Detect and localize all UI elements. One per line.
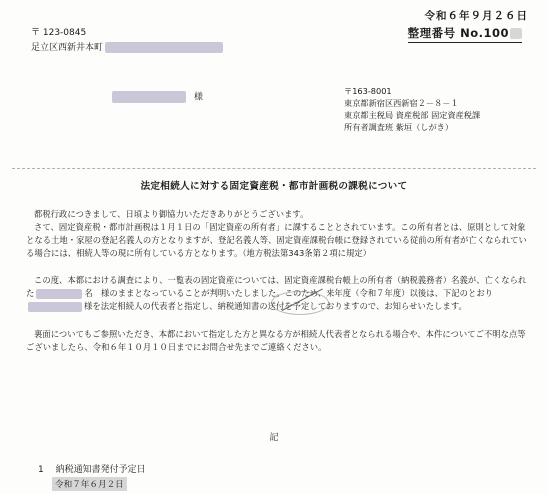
redacted-deceased-name xyxy=(36,289,82,299)
recipient-address xyxy=(31,42,223,54)
sender-address: 東京都新宿区西新宿２－８－１ xyxy=(344,98,459,108)
redacted-heir-name xyxy=(28,302,82,312)
sender-postal-code: 〒163-8001 xyxy=(344,86,392,96)
investigation-text-1: この度、本都における調査により、一覧表の固定資産については、固定資産課税台帳上の所有者（納税義務者）名義が、亡くなられた xyxy=(26,275,527,299)
paragraph-inquiry: 裏面についてもご参照いただき、本都において指定した方と異なる方が相続人代表者となられる場合や、本件についてご不明な点等ございましたら、令和６年１０月１０日までにお問合せ先までご連絡ください。 xyxy=(26,329,526,353)
sender-office: 東京都主税局 資産税部 固定資産税課 xyxy=(344,110,481,120)
sender-staff: 所有者調査班 紫垣（しがき） xyxy=(344,122,454,132)
item-1-value: 令和７年６月２日 xyxy=(52,477,127,491)
investigation-text-2: 名 様のままとなっていることが判明いたしました。このため、来年度（令和７年度）以後は、下記のとおり xyxy=(84,288,494,299)
paragraph-greeting-text: 都税行政につきまして、日頃より御協力いただきありがとうございます。 xyxy=(34,209,309,219)
recipient-address-text: 足立区西新井本町 xyxy=(31,43,104,53)
recipient-suffix: 様 xyxy=(194,92,204,103)
investigation-text-3: 様を法定相続人の代表者と指定し、納税通知書の送付を予定しておりますので、お知らせいたします。 xyxy=(84,301,467,312)
recipient-name xyxy=(112,91,203,104)
recipient-postal-code: 〒 123-0845 xyxy=(31,28,87,38)
document-title: 法定相続人に対する固定資産税・都市計画税の課税について xyxy=(140,181,408,192)
reference-number xyxy=(408,25,522,43)
item-1 xyxy=(38,462,146,475)
redacted-reference xyxy=(510,28,522,39)
ki-heading: 記 xyxy=(269,433,279,443)
faint-stamp-mark xyxy=(271,291,329,315)
redacted-recipient-name xyxy=(112,91,186,103)
item-1-number: 1 xyxy=(38,465,44,475)
letter-date: 令和６年９月２６日 xyxy=(424,10,528,22)
paragraph-greeting xyxy=(26,208,531,221)
paragraph-tax-explanation: さて、固定資産税・都市計画税は１月１日の「固定資産の所有者」に課することとされています。この所有者とは、原則として対象となる土地・家屋の登記名義人の方となりますが、登記名義人等、固定資産課税台帳に登録されている従前の所有者が亡くなられている場合には、相続人等の現に所有している方となります。（地方税法第343条第２項に規定） xyxy=(26,222,527,259)
reference-text: 整理番号 No.100 xyxy=(407,26,509,40)
item-1-label: 納税通知書発付予定日 xyxy=(55,465,146,475)
redacted-address xyxy=(105,42,223,53)
divider-line xyxy=(12,168,536,169)
